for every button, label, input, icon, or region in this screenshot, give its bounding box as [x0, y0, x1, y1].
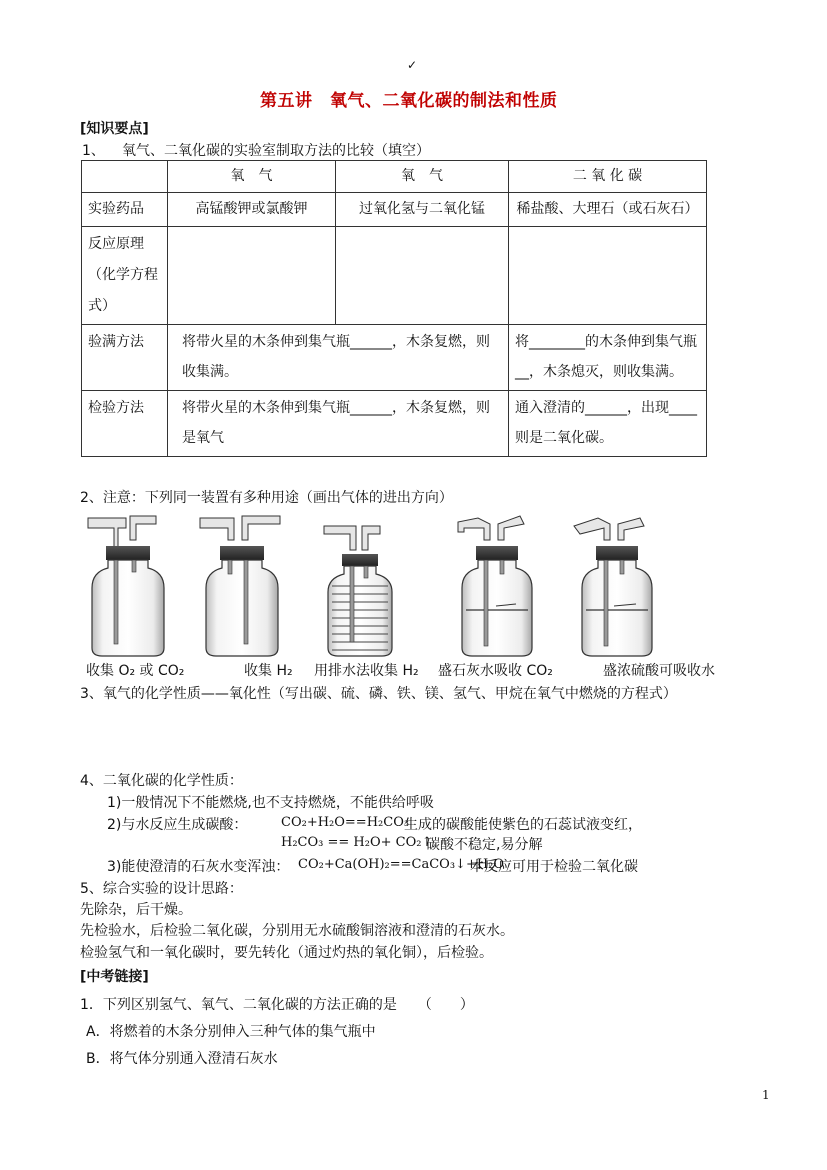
reagent-cell: 高锰酸钾或氯酸钾: [168, 193, 336, 227]
q4-point-2-note-1: 生成的碳酸能使紫色的石蕊试液变红，: [404, 817, 642, 833]
q2-text: 2、注意：下列同一装置有多种用途（画出气体的进出方向）: [80, 490, 453, 506]
comparison-table: [81, 160, 707, 457]
bottle-5: [574, 518, 652, 656]
principle-answer-cell[interactable]: [509, 227, 707, 325]
caption-bottle-4: 盛石灰水吸收 CO₂: [438, 663, 553, 679]
exam-question-1: 1．下列区别氢气、氧气、二氧化碳的方法正确的是 （ ）: [80, 997, 474, 1013]
q4-head: 4、二氧化碳的化学性质：: [80, 773, 243, 789]
bottle-1: [88, 516, 164, 656]
exam-option-b[interactable]: B．将气体分别通入澄清石灰水: [86, 1051, 278, 1067]
header-cell-oxygen-2: 氧 气: [336, 161, 509, 193]
page-title: 第五讲 氧气、二氧化碳的制法和性质: [260, 91, 558, 111]
bottle-3: [324, 526, 392, 656]
q5-head: 5、综合实验的设计思路：: [80, 881, 243, 897]
q4-point-2-label: 2)与水反应生成碳酸：: [107, 817, 248, 833]
checkmark: ✓: [407, 58, 418, 72]
reagent-cell: 过氧化氢与二氧化锰: [336, 193, 509, 227]
q4-point-3-note: 本反应可用于检验二氧化碳: [470, 859, 638, 875]
q1-text: 氧气、二氧化碳的实验室制取方法的比较（填空）: [122, 143, 430, 159]
row-label-reagents: 实验药品: [82, 193, 168, 227]
q4-point-3-label: 3)能使澄清的石灰水变浑浊：: [107, 859, 290, 875]
q4-point-2-note-2: 碳酸不稳定,易分解: [426, 837, 543, 853]
header-cell-oxygen-1: 氧 气: [168, 161, 336, 193]
reagent-cell: 稀盐酸、大理石（或石灰石）: [509, 193, 707, 227]
gas-bottles-figure: [78, 510, 738, 660]
test-oxygen-cell: 将带火星的木条伸到集气瓶______，木条复燃，则是氧气: [168, 391, 509, 457]
full-check-co2-cell: 将________的木条伸到集气瓶__，木条熄灭，则收集满。: [509, 325, 707, 391]
equation-co2-water: CO₂+H₂O==H₂CO₃: [281, 815, 410, 830]
row-label-test: 检验方法: [82, 391, 168, 457]
full-check-oxygen-cell: 将带火星的木条伸到集气瓶______，木条复燃，则收集满。: [168, 325, 509, 391]
equation-carbonic-decompose: H₂CO₃ == H₂O+ CO₂↑: [281, 835, 433, 850]
q4-point-1: 1)一般情况下不能燃烧,也不支持燃烧，不能供给呼吸: [107, 795, 434, 811]
q5-line-1: 先除杂，后干燥。: [80, 902, 192, 918]
page-number: 1: [762, 1088, 770, 1102]
section-exam: [中考链接]: [80, 969, 149, 985]
row-label-full-check: 验满方法: [82, 325, 168, 391]
bottle-4: [458, 516, 532, 656]
bottle-2: [200, 516, 280, 656]
exam-option-a[interactable]: A．将燃着的木条分别伸入三种气体的集气瓶中: [86, 1024, 376, 1040]
principle-answer-cell[interactable]: [168, 227, 336, 325]
header-cell-co2: 二 氧 化 碳: [509, 161, 707, 193]
row-label-principle: 反应原理（化学方程式）: [82, 227, 168, 325]
caption-bottle-5: 盛浓硫酸可吸收水: [603, 663, 715, 679]
caption-bottle-1: 收集 O₂ 或 CO₂: [86, 663, 185, 679]
equation-limewater: CO₂+Ca(OH)₂==CaCO₃↓+H₂O: [298, 857, 505, 872]
header-cell-empty: [82, 161, 168, 193]
test-co2-cell: 通入澄清的______，出现____则是二氧化碳。: [509, 391, 707, 457]
q1-number: 1、: [82, 143, 105, 159]
caption-bottle-2: 收集 H₂: [244, 663, 293, 679]
caption-bottle-3: 用排水法收集 H₂: [314, 663, 419, 679]
q5-line-3: 检验氢气和一氧化碳时，要先转化（通过灼热的氧化铜），后检验。: [80, 945, 493, 961]
q5-line-2: 先检验水，后检验二氧化碳，分别用无水硫酸铜溶液和澄清的石灰水。: [80, 923, 514, 939]
section-knowledge: [知识要点]: [80, 121, 149, 137]
principle-answer-cell[interactable]: [336, 227, 509, 325]
q3-text: 3、氧气的化学性质——氧化性（写出碳、硫、磷、铁、镁、氢气、甲烷在氧气中燃烧的方程式）: [80, 686, 677, 702]
